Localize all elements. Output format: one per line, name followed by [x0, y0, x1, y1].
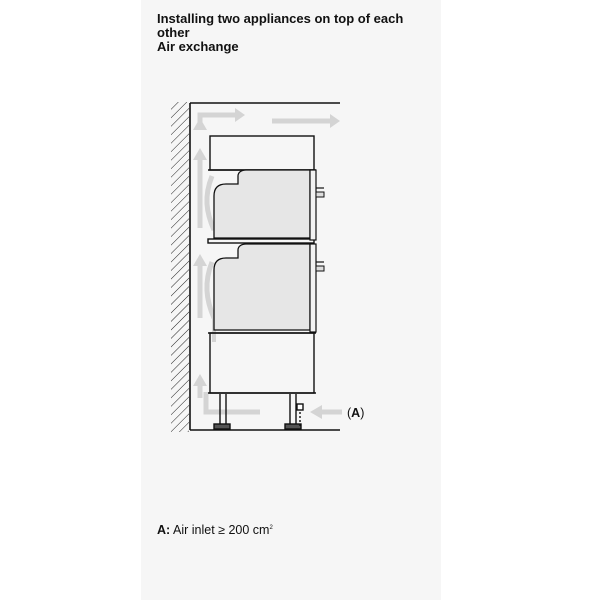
upper-appliance-handle — [316, 192, 324, 197]
lower-appliance-handle — [316, 266, 324, 271]
lower-appliance-door — [310, 244, 316, 332]
wall-hatching — [171, 102, 189, 432]
label-a-key: A — [351, 406, 361, 420]
bottom-drawer-box — [210, 333, 314, 393]
arrow-curve-middle — [207, 262, 214, 318]
lower-appliance — [214, 244, 324, 332]
upper-appliance-door — [310, 170, 316, 240]
middle-shelf — [208, 239, 314, 243]
label-a-close-paren: ) — [360, 406, 365, 420]
caption-superscript: 2 — [269, 525, 273, 531]
title-line-1: Installing two appliances on top of each — [157, 11, 404, 26]
title-line-2: other — [157, 25, 190, 40]
caption — [157, 523, 273, 537]
caption-text: Air inlet ≥ 200 cm — [170, 523, 270, 537]
arrow-curve-upper — [207, 176, 214, 230]
label-a-open-paren: ( — [347, 406, 352, 420]
top-shelf-box — [210, 136, 314, 170]
title-line-3: Air exchange — [157, 39, 239, 54]
arrow-top-left-head — [235, 108, 245, 122]
label-a — [347, 406, 364, 420]
upper-appliance — [214, 170, 324, 240]
arrow-inlet-head — [310, 405, 322, 419]
arrow-top-right-head — [330, 114, 340, 128]
caption-key: A: — [157, 523, 171, 537]
